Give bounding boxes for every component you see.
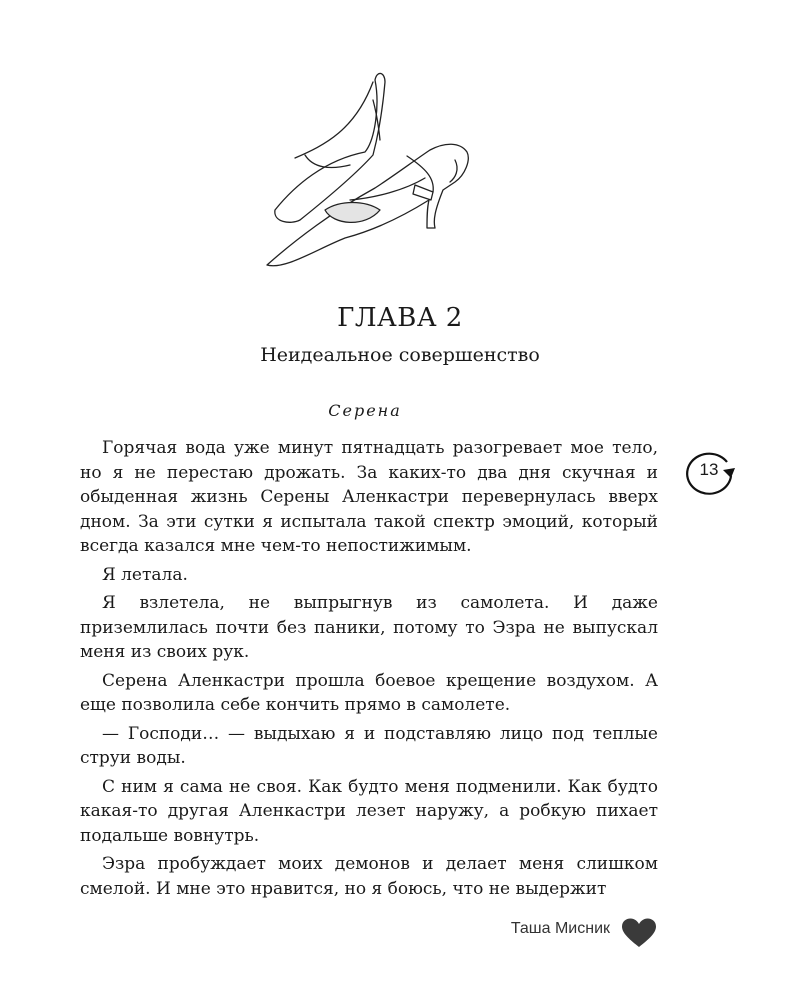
heart-icon xyxy=(621,918,657,948)
paragraph: Горячая вода уже минут пятнадцать разогревает мое тело, но я не перестаю дрожать. За каких-то два дня скучная и обыденная жизнь Серены Аленкастри перевернулась вверх дном. За эти сутки я испытала такой спектр эмоций, который всегда казался мне чем-то непостижимым. xyxy=(80,438,658,556)
page-number-badge xyxy=(683,446,743,496)
chapter-subtitle: Неидеальное совершенство xyxy=(260,344,540,366)
paragraph: Эзра пробуждает моих демонов и делает меня слишком смелой. И мне это нравится, но я боюсь, что не выдержит xyxy=(80,854,658,899)
chapter-body xyxy=(80,436,658,905)
paragraph: Серена Аленкастри прошла боевое крещение воздухом. А еще позволила себе кончить прямо в самолете. xyxy=(80,670,658,715)
paragraph: — Господи… — выдыхаю я и подставляю лицо под теплые струи воды. xyxy=(80,723,658,768)
pov-character: Серена xyxy=(328,401,402,420)
paragraph: Я взлетела, не выпрыгнув из самолета. И даже приземлилась почти без паники, потому то Эзра не выпускал меня из своих рук. xyxy=(80,593,658,662)
paragraph: Я летала. xyxy=(102,564,188,585)
chapter-title: ГЛАВА 2 xyxy=(337,303,463,333)
page-number: 13 xyxy=(699,460,719,479)
paragraph: С ним я сама не своя. Как будто меня подменили. Как будто какая-то другая Аленкастри лезет наружу, а робкую пихает подальше вовнутрь. xyxy=(80,776,658,846)
high-heel-shoes-illustration xyxy=(255,60,485,280)
footer-author: Таша Мисник xyxy=(510,920,610,937)
